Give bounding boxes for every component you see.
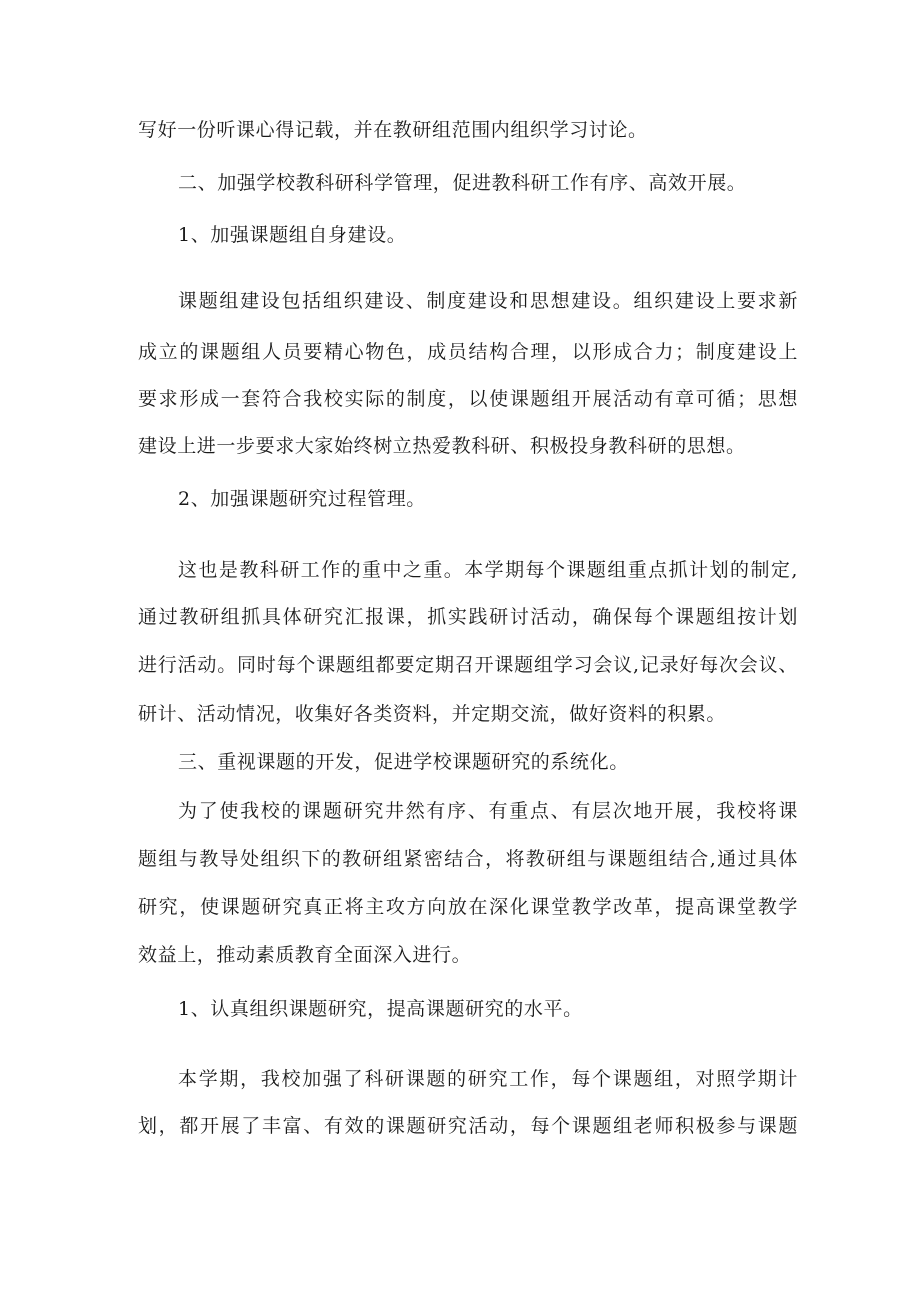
paragraph-line: 课题组建设包括组织建设、制度建设和思想建设。组织建设上要求新: [178, 290, 798, 312]
paragraph-line: 效益上，推动素质教育全面深入进行。: [138, 944, 472, 966]
paragraph-line: 这也是教科研工作的重中之重。本学期每个课题组重点抓计划的制定,: [178, 559, 798, 581]
subheading-2-1: 1、加强课题组自身建设。: [178, 224, 407, 246]
paragraph-line: 划，都开展了丰富、有效的课题研究活动，每个课题组老师积极参与课题: [138, 1115, 798, 1137]
paragraph-line: 研究，使课题研究真正将主攻方向放在深化课堂教学改革，提高课堂教学: [138, 896, 798, 918]
paragraph-line: 成立的课题组人员要精心物色，成员结构合理，以形成合力；制度建设上: [138, 341, 798, 363]
section-heading-3: 三、重视课题的开发，促进学校课题研究的系统化。: [178, 751, 629, 773]
paragraph-line: 进行活动。同时每个课题组都要定期召开课题组学习会议,记录好每次会议、: [138, 654, 798, 676]
paragraph-line: 建设上进一步要求大家始终树立热爱教科研、积极投身教科研的思想。: [138, 435, 746, 457]
paragraph-line: 通过教研组抓具体研究汇报课，抓实践研讨活动，确保每个课题组按计划: [138, 606, 798, 628]
section-heading-2: 二、加强学校教科研科学管理，促进教科研工作有序、高效开展。: [178, 172, 747, 194]
subheading-3-1: 1、认真组织课题研究，提高课题研究的水平。: [178, 998, 583, 1020]
paragraph-line: 本学期，我校加强了科研课题的研究工作，每个课题组，对照学期计: [178, 1068, 798, 1090]
paragraph-line: 要求形成一套符合我校实际的制度，以使课题组开展活动有章可循；思想: [138, 388, 798, 410]
subheading-2-2: 2、加强课题研究过程管理。: [178, 488, 426, 510]
paragraph-line: 题组与教导处组织下的教研组紧密结合，将教研组与课题组结合,通过具体: [138, 848, 798, 870]
paragraph-line: 研计、活动情况，收集好各类资料，并定期交流，做好资料的积累。: [138, 703, 727, 725]
paragraph-line: 写好一份听课心得记载，并在教研组范围内组织学习讨论。: [138, 119, 648, 141]
paragraph-line: 为了使我校的课题研究井然有序、有重点、有层次地开展，我校将课: [178, 800, 798, 822]
